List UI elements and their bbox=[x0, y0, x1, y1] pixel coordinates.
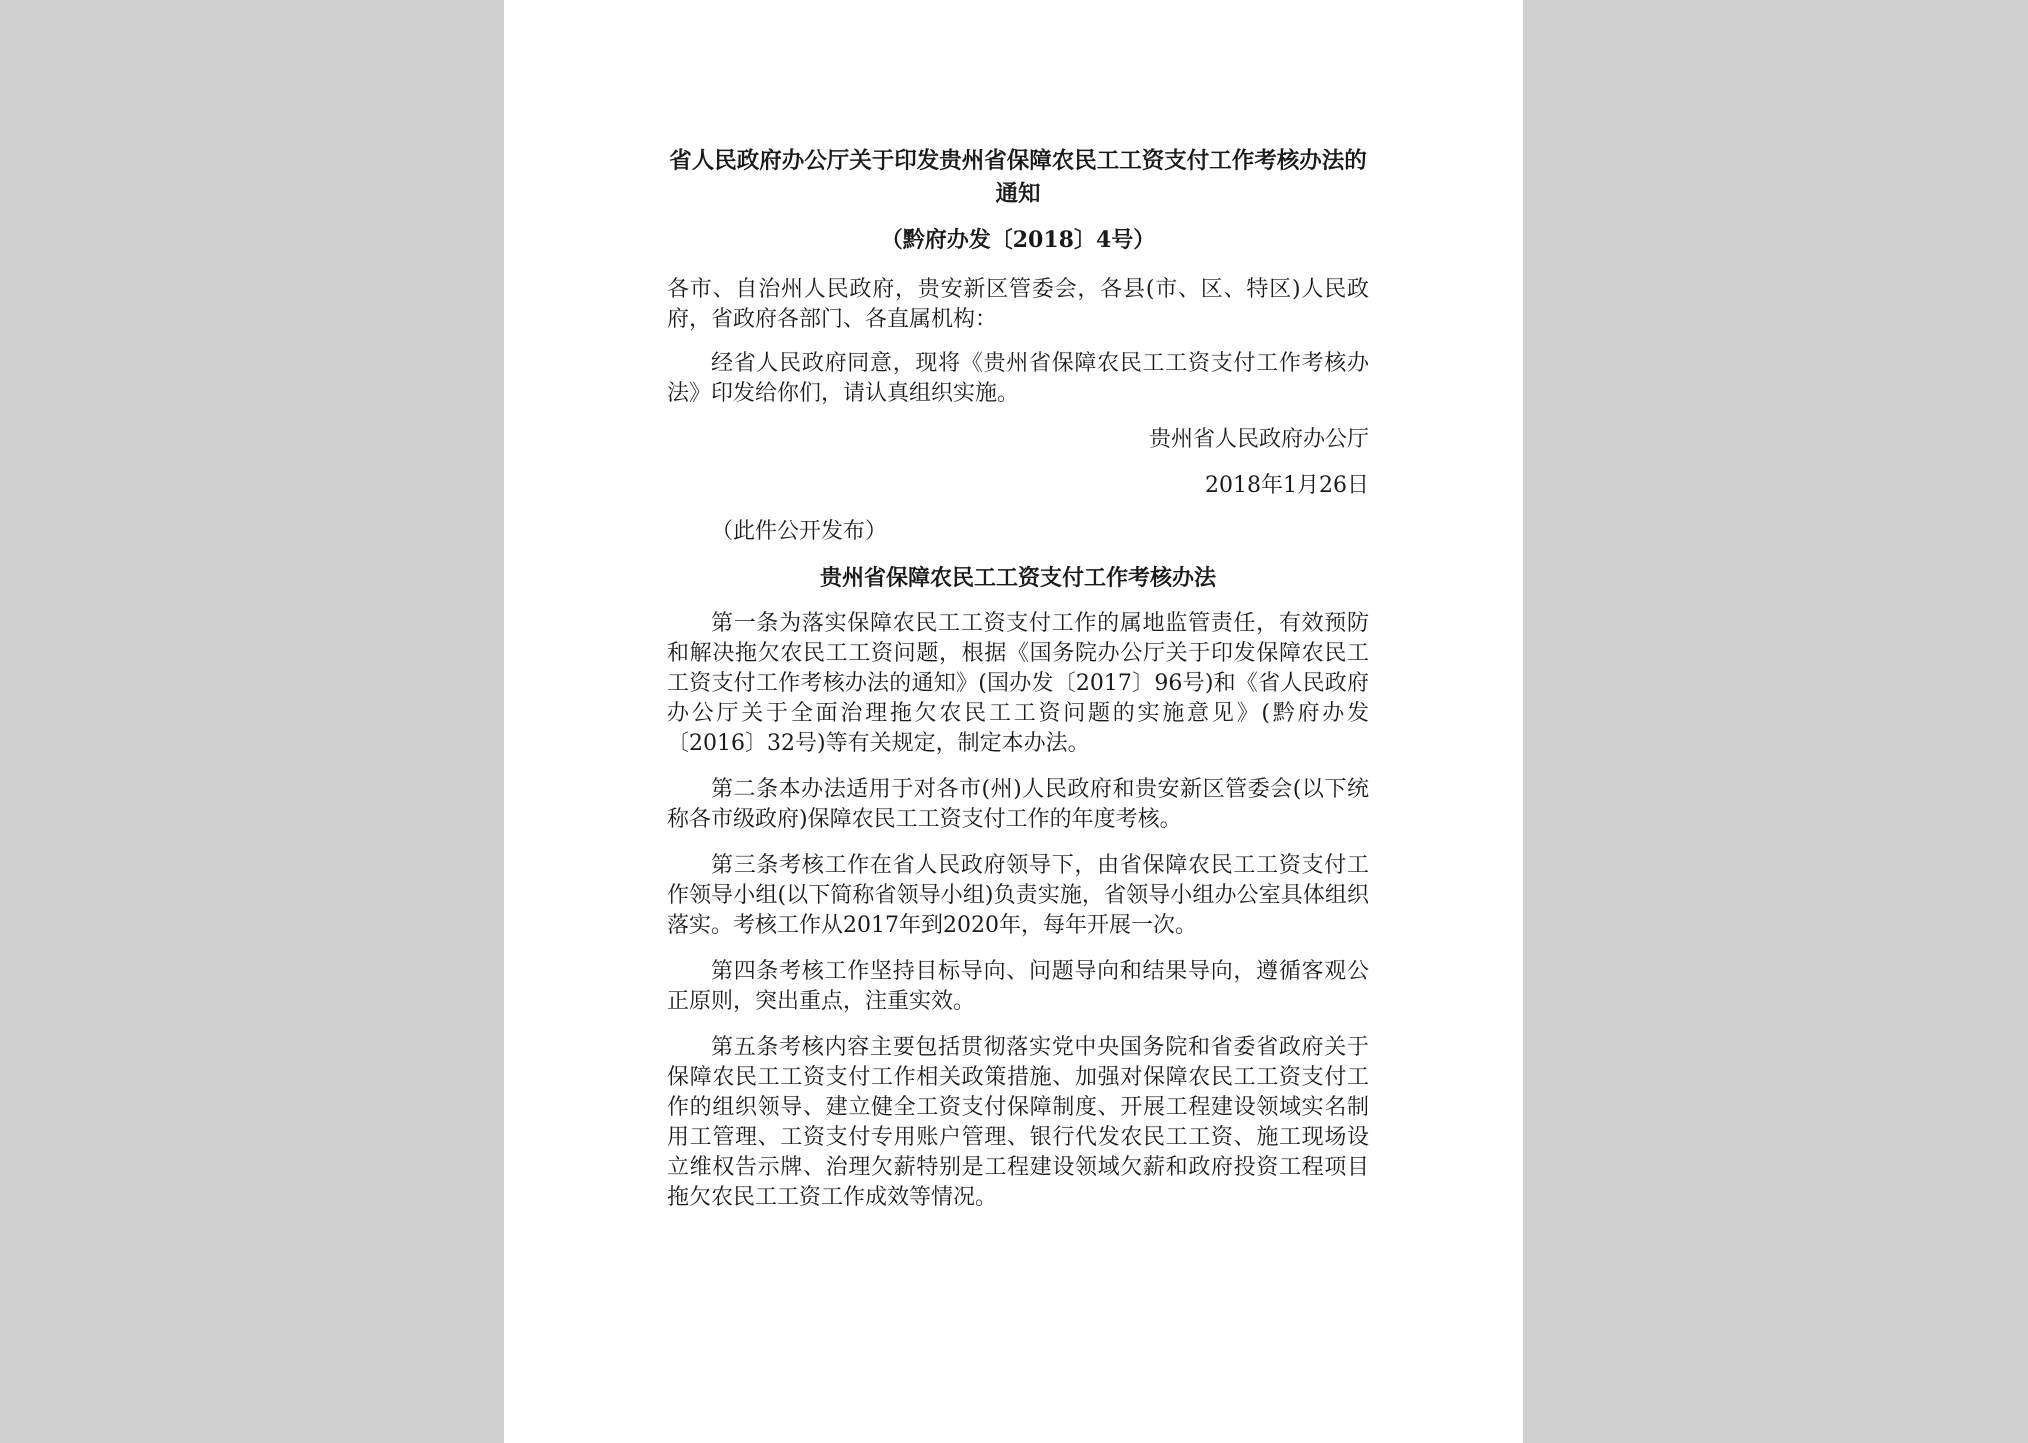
article-5: 第五条考核内容主要包括贯彻落实党中央国务院和省委省政府关于保障农民工工资支付工作相关政策措施、加强对保障农民工工资支付工作的组织领导、建立健全工资支付保障制度、开展工程建设领域实名制用工管理、工资支付专用账户管理、银行代发农民工工资、施工现场设立维权告示牌、治理欠薪特别是工程建设领域欠薪和政府投资工程项目拖欠农民工工资工作成效等情况。 bbox=[667, 1035, 1369, 1210]
issuer-signature: 贵州省人民政府办公厅 bbox=[1148, 427, 1369, 452]
public-release-note: （此件公开发布） bbox=[711, 519, 888, 544]
document-number: （黔府办发〔2018〕4号） bbox=[880, 227, 1156, 253]
document-page bbox=[504, 0, 1523, 1443]
page-content bbox=[667, 145, 1369, 1213]
intro-paragraph: 经省人民政府同意，现将《贵州省保障农民工工资支付工作考核办法》印发给你们，请认真组织实施。 bbox=[667, 351, 1369, 406]
addressee: 各市、自治州人民政府，贵安新区管委会，各县(市、区、特区)人民政府，省政府各部门、各直属机构： bbox=[667, 277, 1369, 332]
article-4: 第四条考核工作坚持目标导向、问题导向和结果导向，遵循客观公正原则，突出重点，注重实效。 bbox=[667, 959, 1369, 1014]
article-2: 第二条本办法适用于对各市(州)人民政府和贵安新区管委会(以下统称各市级政府)保障农民工工资支付工作的年度考核。 bbox=[667, 777, 1369, 832]
measures-title: 贵州省保障农民工工资支付工作考核办法 bbox=[819, 565, 1216, 591]
document-title: 省人民政府办公厅关于印发贵州省保障农民工工资支付工作考核办法的通知 bbox=[669, 148, 1367, 207]
issue-date: 2018年1月26日 bbox=[1205, 473, 1369, 498]
article-1: 第一条为落实保障农民工工资支付工作的属地监管责任，有效预防和解决拖欠农民工工资问题，根据《国务院办公厅关于印发保障农民工工资支付工作考核办法的通知》(国办发〔2017〕96号)和《省人民政府办公厅关于全面治理拖欠农民工工资问题的实施意见》(黔府办发〔2016〕32号)等有关规定，制定本办法。 bbox=[667, 611, 1369, 756]
article-3: 第三条考核工作在省人民政府领导下，由省保障农民工工资支付工作领导小组(以下简称省领导小组)负责实施，省领导小组办公室具体组织落实。考核工作从2017年到2020年，每年开展一次。 bbox=[667, 853, 1369, 938]
